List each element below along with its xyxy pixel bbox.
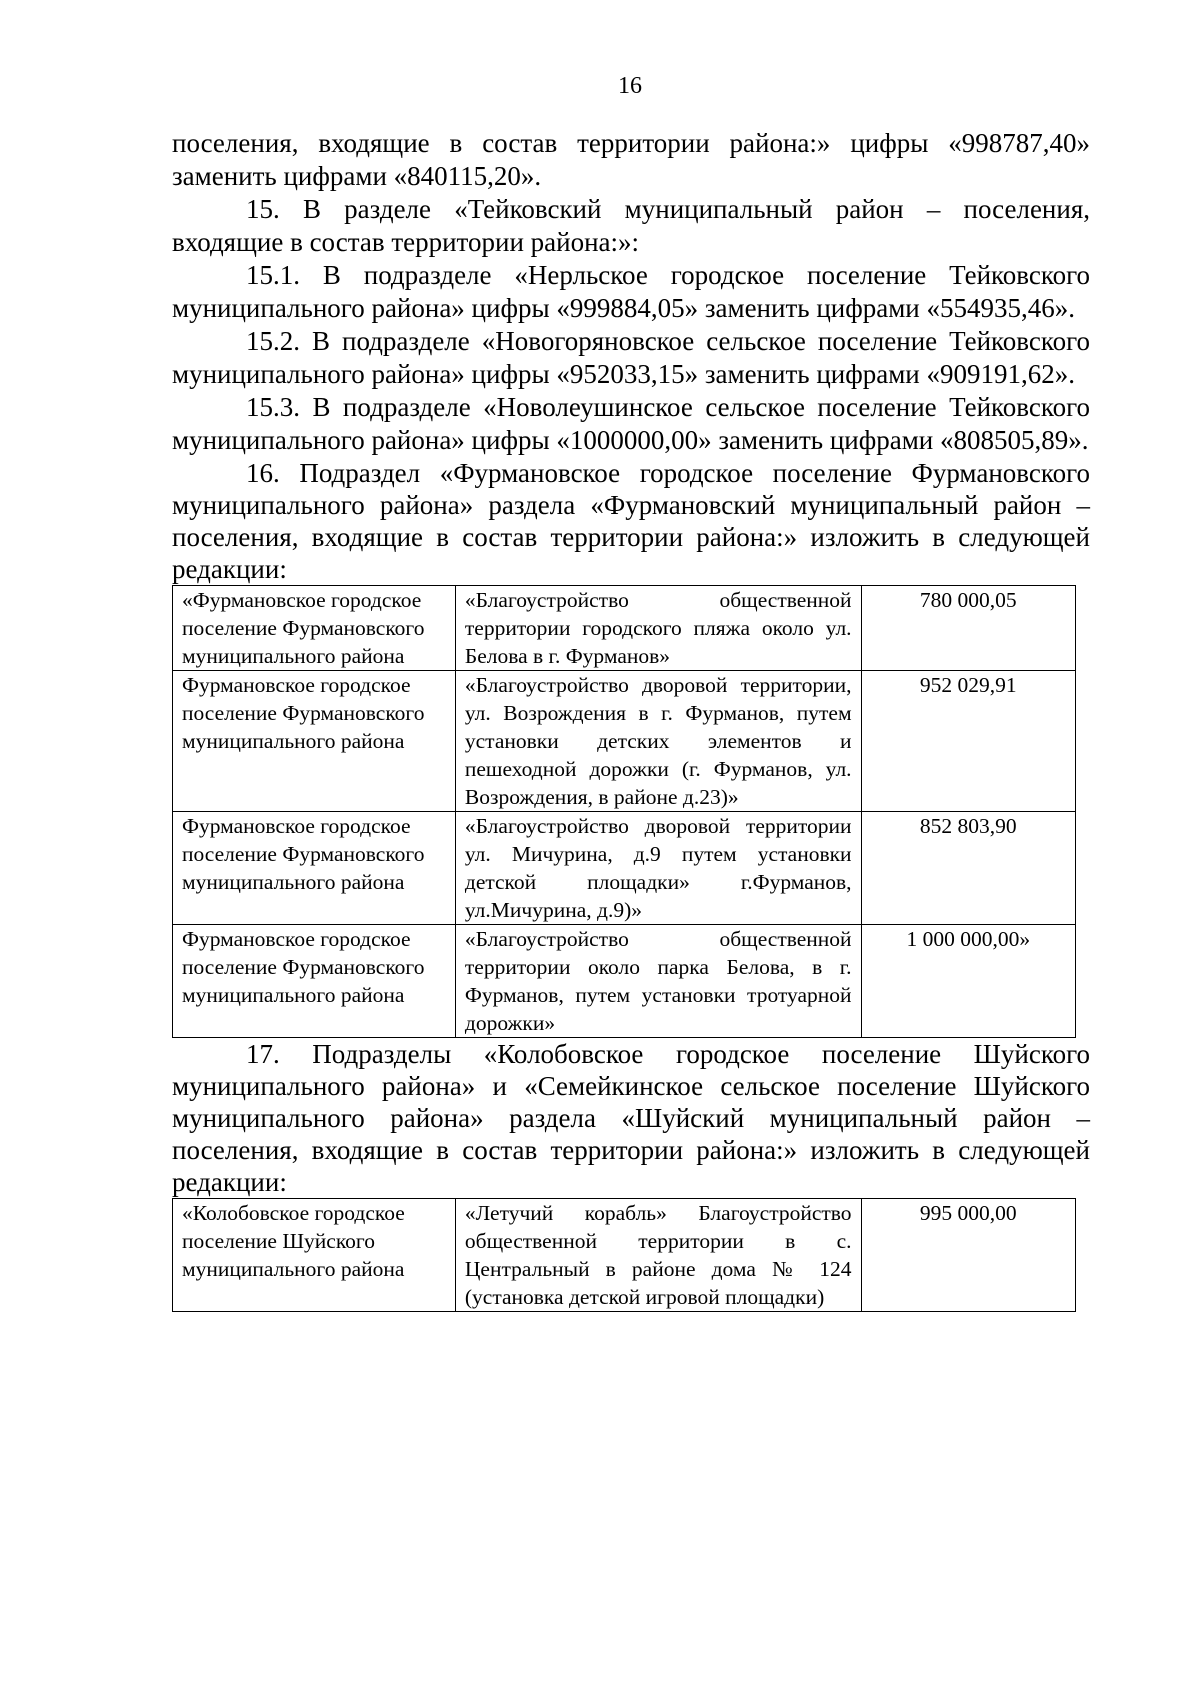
table-row bbox=[173, 1199, 1076, 1312]
table-row bbox=[173, 671, 1076, 812]
amount-cell: 1 000 000,00» bbox=[861, 925, 1075, 1038]
settlement-cell: «Фурмановское городское поселение Фурмановского муниципального района bbox=[173, 586, 456, 671]
table-row bbox=[173, 586, 1076, 671]
project-cell: «Благоустройство общественной территории городского пляжа около ул. Белова в г. Фурманов» bbox=[455, 586, 861, 671]
settlement-cell: Фурмановское городское поселение Фурмановского муниципального района bbox=[173, 812, 456, 925]
amount-cell: 995 000,00 bbox=[861, 1199, 1075, 1312]
project-cell: «Благоустройство дворовой территории, ул. Возрождения в г. Фурманов, путем установки детских элементов и пешеходной дорожки (г. Фурманов, ул. Возрождения, в районе д.23)» bbox=[455, 671, 861, 812]
paragraph-15-1: 15.1. В подразделе «Нерльское городское поселение Тейковского муниципального района» цифры «999884,05» заменить цифрами «554935,46». bbox=[172, 260, 1090, 323]
settlement-cell: Фурмановское городское поселение Фурмановского муниципального района bbox=[173, 925, 456, 1038]
project-cell: «Летучий корабль» Благоустройство общественной территории в с. Центральный в районе дома № 124 (установка детской игровой площадки) bbox=[455, 1199, 861, 1312]
table-row bbox=[173, 812, 1076, 925]
furmanov-table bbox=[172, 585, 1076, 1038]
amount-cell: 952 029,91 bbox=[861, 671, 1075, 812]
shuya-table bbox=[172, 1198, 1076, 1312]
document-body bbox=[172, 127, 1090, 1312]
paragraph-16: 16. Подраздел «Фурмановское городское поселение Фурмановского муниципального района» раздела «Фурмановский муниципальный район – поселения, входящие в состав территории района:» изложить в следующей редакции: bbox=[172, 458, 1090, 584]
amount-cell: 852 803,90 bbox=[861, 812, 1075, 925]
settlement-cell: «Колобовское городское поселение Шуйского муниципального района bbox=[173, 1199, 456, 1312]
paragraph-17: 17. Подразделы «Колобовское городское поселение Шуйского муниципального района» и «Семейкинское сельское поселение Шуйского муниципального района» раздела «Шуйский муниципальный район – поселения, входящие в состав территории района:» изложить в следующей редакции: bbox=[172, 1039, 1090, 1197]
table-row bbox=[173, 925, 1076, 1038]
settlement-cell: Фурмановское городское поселение Фурмановского муниципального района bbox=[173, 671, 456, 812]
paragraph-15-2: 15.2. В подразделе «Новогоряновское сельское поселение Тейковского муниципального района» цифры «952033,15» заменить цифрами «909191,62». bbox=[172, 326, 1090, 389]
amount-cell: 780 000,05 bbox=[861, 586, 1075, 671]
page-number: 16 bbox=[618, 73, 642, 99]
project-cell: «Благоустройство общественной территории около парка Белова, в г. Фурманов, путем установки тротуарной дорожки» bbox=[455, 925, 861, 1038]
paragraph-15: 15. В разделе «Тейковский муниципальный район – поселения, входящие в состав территории района:»: bbox=[172, 194, 1090, 257]
project-cell: «Благоустройство дворовой территории ул. Мичурина, д.9 путем установки детской площадки» г.Фурманов, ул.Мичурина, д.9)» bbox=[455, 812, 861, 925]
paragraph-15-3: 15.3. В подразделе «Новолеушинское сельское поселение Тейковского муниципального района» цифры «1000000,00» заменить цифрами «808505,89». bbox=[172, 392, 1090, 455]
paragraph-14-continuation: поселения, входящие в состав территории района:» цифры «998787,40» заменить цифрами «840115,20». bbox=[172, 128, 1090, 191]
